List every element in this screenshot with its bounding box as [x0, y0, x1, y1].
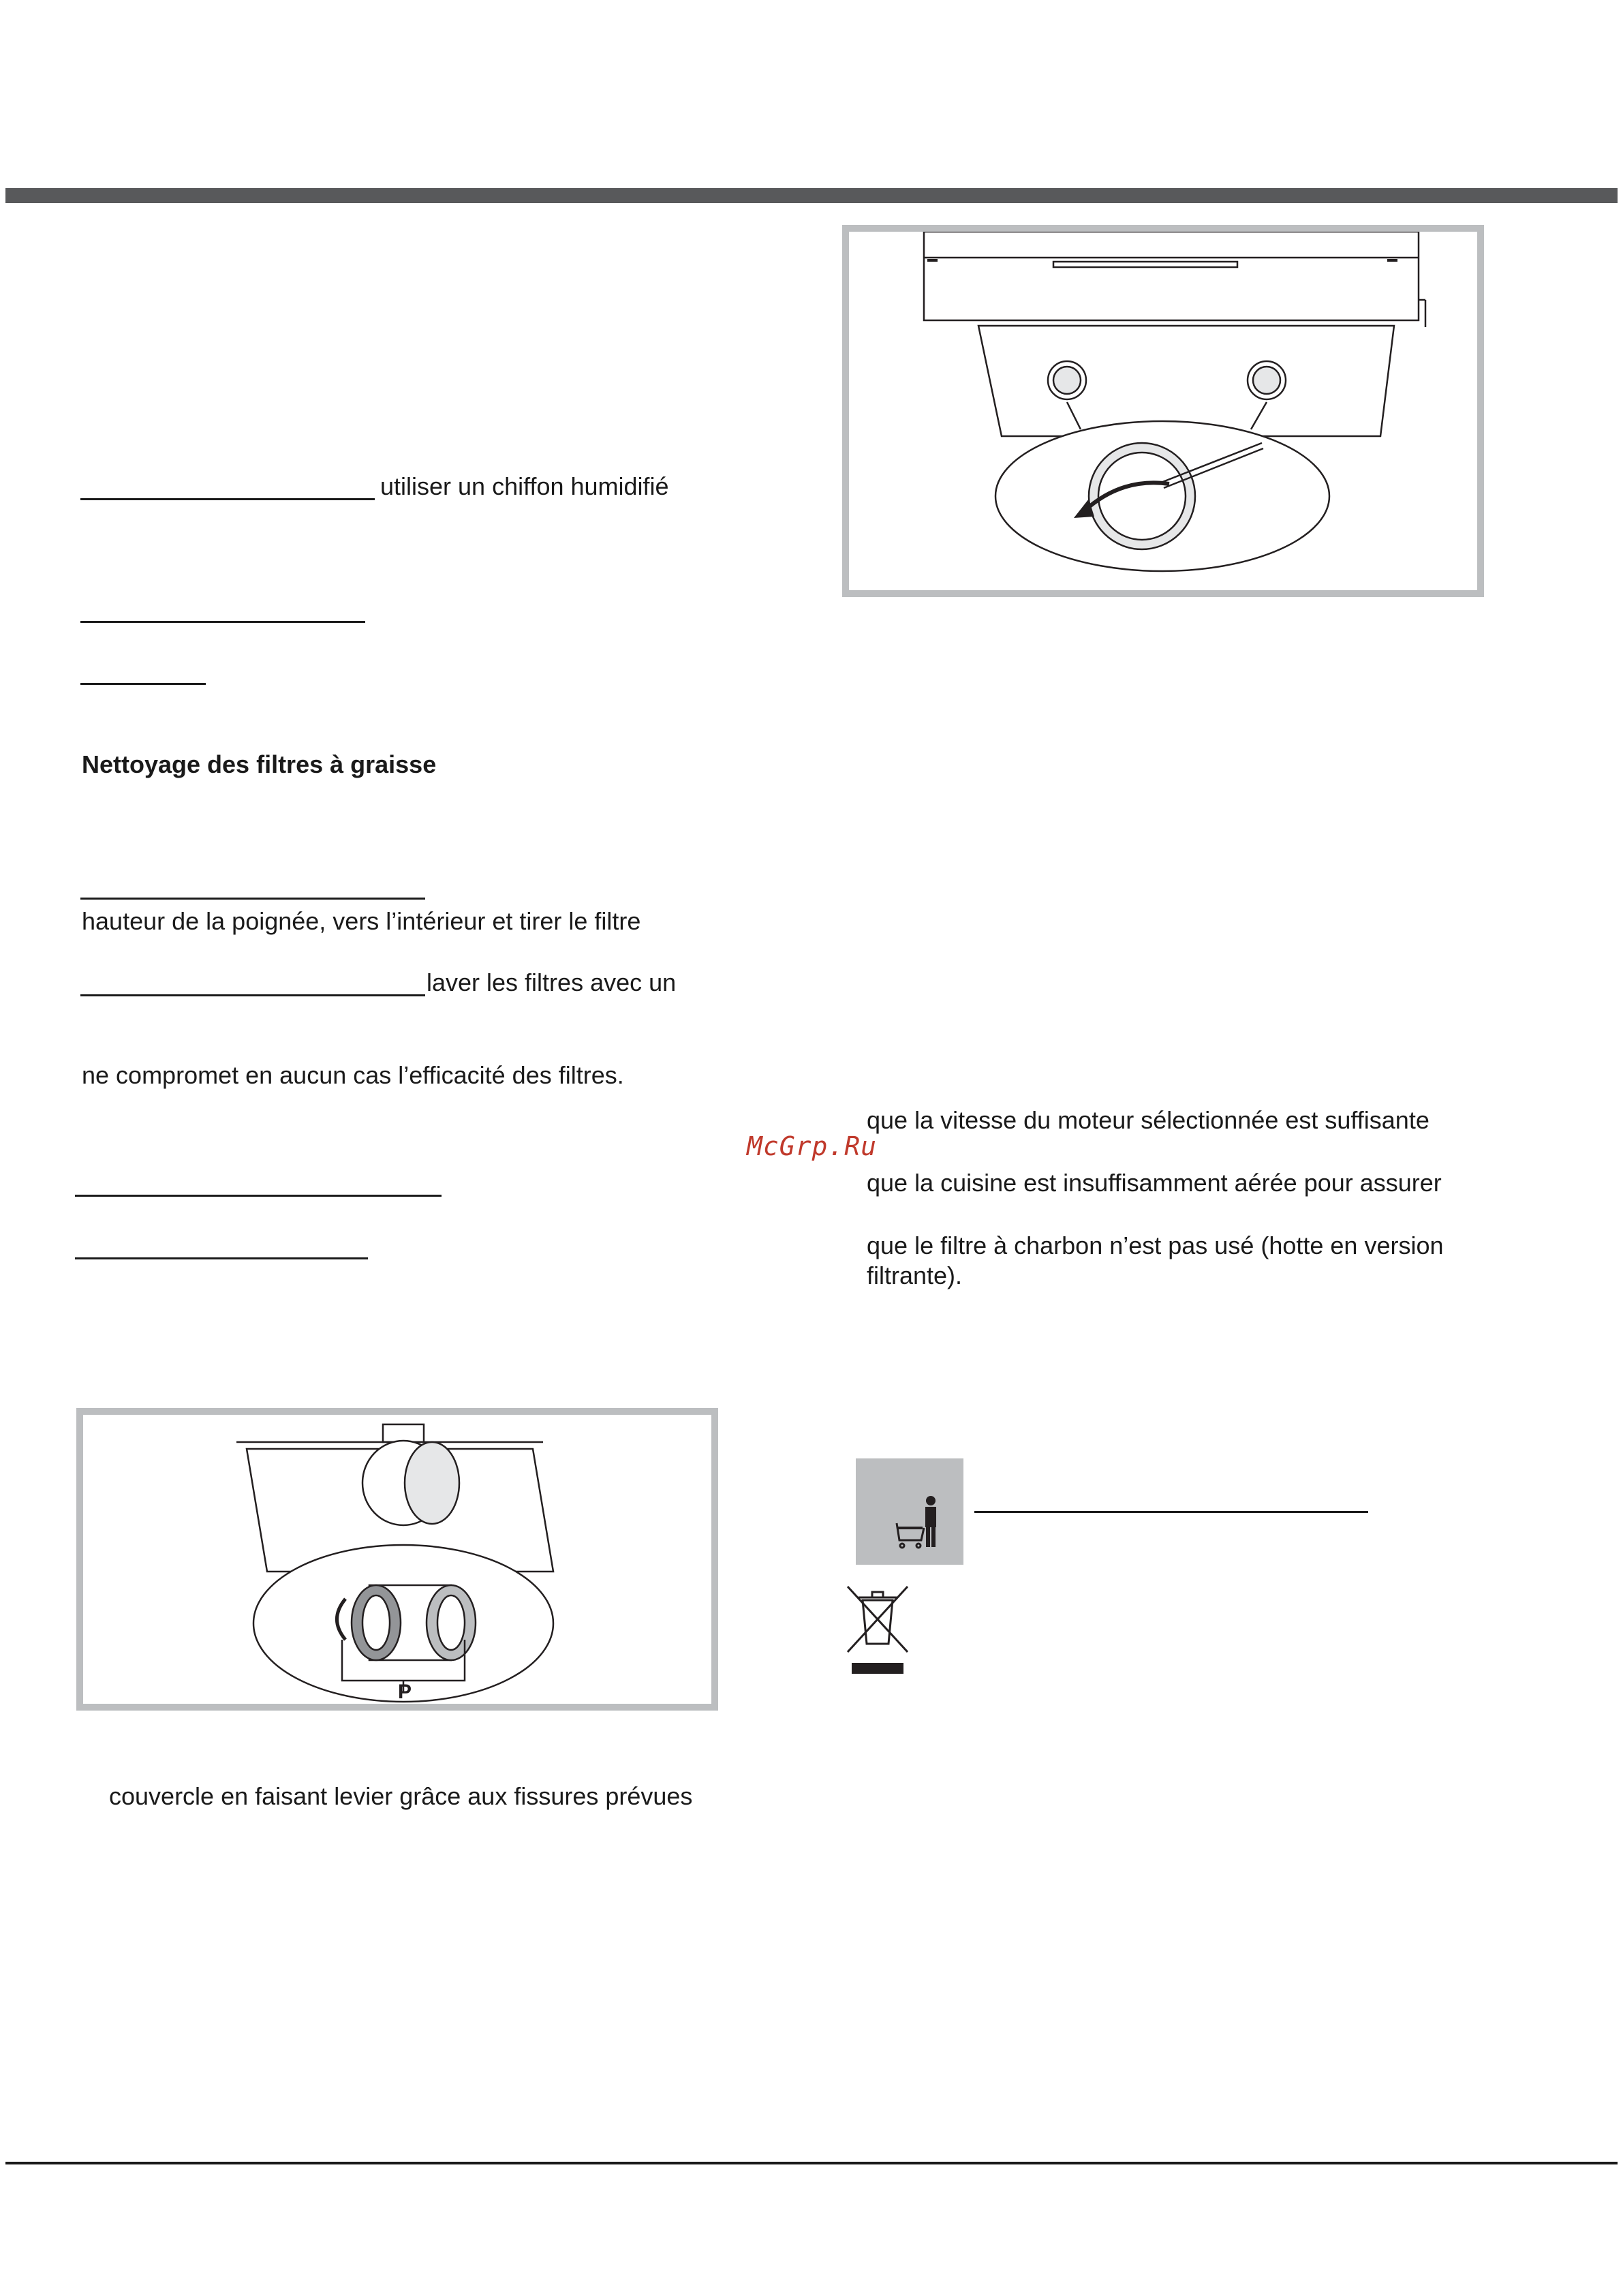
underline-rule [75, 1195, 442, 1197]
text-line-efficiency: ne compromet en aucun cas l’efficacité des filtres. [82, 1061, 624, 1089]
underline-rule [80, 898, 425, 900]
text-line-handle: hauteur de la poignée, vers l’intérieur et tirer le filtre [82, 907, 641, 935]
underline-rule [974, 1511, 1368, 1513]
underline-rule [80, 683, 206, 685]
header-bar [5, 188, 1618, 203]
weee-crossed-bin-icon [844, 1584, 912, 1675]
underline-rule [80, 994, 425, 996]
text-line-cover: couvercle en faisant levier grâce aux fissures prévues [109, 1782, 693, 1810]
section-heading: Nettoyage des filtres à graisse [82, 750, 437, 778]
text-line-wash: laver les filtres avec un [427, 968, 677, 996]
underline-rule [75, 1257, 368, 1259]
text-line-cloth: utiliser un chiffon humidifié [380, 472, 669, 500]
figure-hood-knob [842, 225, 1484, 597]
label-p: P [398, 1681, 412, 1703]
underline-rule [80, 621, 365, 623]
check-motor-speed: que la vitesse du moteur sélectionnée est suffisante [867, 1106, 1429, 1134]
motor-filter-illustration [83, 1415, 711, 1704]
hood-knob-illustration [849, 232, 1477, 590]
check-charcoal-filter: que le filtre à charbon n’est pas usé (hotte en version [867, 1231, 1444, 1259]
watermark: McGrp.Ru [747, 1131, 878, 1161]
footer-rule [5, 2162, 1618, 2164]
check-ventilation: que la cuisine est insuffisamment aérée pour assurer [867, 1169, 1442, 1197]
underline-rule [80, 498, 375, 500]
shopping-cart-person-icon [856, 1458, 963, 1565]
figure-motor-filters [76, 1408, 718, 1711]
check-charcoal-filter-cont: filtrante). [867, 1261, 963, 1289]
